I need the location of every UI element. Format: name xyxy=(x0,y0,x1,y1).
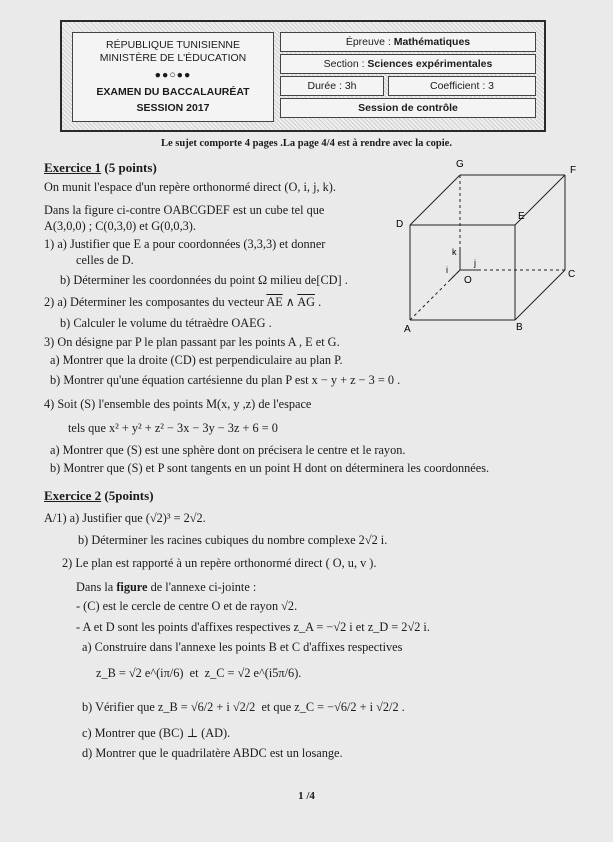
ex1-q3b: b) Montrer qu'une équation cartésienne du plan P est x − y + z − 3 = 0 . xyxy=(50,373,401,387)
ex2-a1a xyxy=(44,511,206,526)
subject-cell xyxy=(280,32,536,52)
ex2-qc: c) Montrer que (BC) ⊥ (AD). xyxy=(82,726,231,740)
ex2-annex-pre: Dans la xyxy=(76,580,114,594)
page-note: Le sujet comporte 4 pages .La page 4/4 est à rendre avec la copie. xyxy=(161,138,452,149)
label-d: D xyxy=(396,219,404,230)
ex2-a1b: b) Déterminer les racines cubiques du nombre complexe 2√2 i. xyxy=(78,533,388,547)
ex1-q4: 4) Soit (S) l'ensemble des points M(x, y ,z) de l'espace xyxy=(44,397,312,411)
ex1-q2a xyxy=(44,295,321,310)
ex2-qa: a) Construire dans l'annexe les points B et C d'affixes respectives xyxy=(82,640,403,654)
ex2-a2-text: 2) Le plan est rapporté à un repère orthonormé direct xyxy=(62,556,323,570)
section-label: Section : xyxy=(323,58,365,70)
ex1-q3: 3) On désigne par P le plan passant par les points A , E et G. xyxy=(44,335,340,349)
ex2-qb-mid: et que xyxy=(261,700,292,714)
label-o: O xyxy=(464,275,472,286)
decorative-dots: ●●○●● xyxy=(154,69,192,81)
ex1-q4-equation: tels que x² + y² + z² − 3x − 3y − 3z + 6 = 0 xyxy=(68,421,278,435)
ex1-intro1-text: On munit l'espace d'un repère orthonormé direct xyxy=(44,180,282,194)
ex2-zc-expo: z_C = √2 e^(i5π/6). xyxy=(204,666,302,680)
exam-header xyxy=(60,20,546,132)
exercise1-title: Exercice 1 xyxy=(44,160,102,175)
vector-ag: $\overline{AG}$ xyxy=(297,295,315,309)
vector-ae: $\overline{AE}$ xyxy=(266,295,283,309)
ex2-zb-alg: z_B = √6/2 + i √2/2 xyxy=(157,700,256,714)
label-k: k xyxy=(452,247,457,257)
ex1-intro1 xyxy=(44,180,336,195)
section-cell xyxy=(280,54,536,74)
ex2-repere: ( O, u, v ). xyxy=(325,556,377,570)
ex1-q2a-pre: 2) a) Déterminer les composantes du vecteur xyxy=(44,295,264,309)
ex2-a1a-expr: (√2)³ = 2√2. xyxy=(145,511,206,525)
session-type: Session de contrôle xyxy=(358,102,458,114)
ex1-q4a: a) Montrer que (S) est une sphère dont on précisera le centre et le rayon. xyxy=(50,443,406,457)
ex1-intro3: A(3,0,0) ; C(0,3,0) et G(0,0,3). xyxy=(44,219,196,233)
label-b: B xyxy=(516,322,523,333)
ex2-a1a-pre: A/1) a) Justifier que xyxy=(44,511,143,525)
country-name: RÉPUBLIQUE TUNISIENNE xyxy=(105,39,240,51)
ex2-ad-def: - A et D sont les points d'affixes respectives z_A = −√2 i et z_D = 2√2 i. xyxy=(76,620,430,634)
exercise2-title: Exercice 2 xyxy=(44,488,102,503)
exam-name: EXAMEN DU BACCALAURÉAT xyxy=(96,86,250,98)
header-left-panel xyxy=(72,32,274,122)
coefficient-cell xyxy=(388,76,536,96)
vector-i xyxy=(450,270,460,280)
ex1-q1a-cont: celles de D. xyxy=(76,253,134,267)
ex1-q1a: 1) a) Justifier que E a pour coordonnées (3,3,3) et donner xyxy=(44,237,326,251)
ex2-circle-def: - (C) est le cercle de centre O et de rayon √2. xyxy=(76,599,298,613)
edge-dg xyxy=(410,175,460,225)
ex2-annex xyxy=(76,580,256,595)
exercise1-heading xyxy=(44,160,157,176)
cross-product-op: ∧ xyxy=(285,295,295,309)
exercise1-points: (5 points) xyxy=(104,160,157,175)
label-i: i xyxy=(446,265,448,275)
cube-figure xyxy=(390,155,590,335)
ex2-qb-pre: b) Vérifier que xyxy=(82,700,155,714)
label-j: j xyxy=(474,258,476,268)
exercise2-points: (5points) xyxy=(104,488,154,503)
subject-value: Mathématiques xyxy=(393,36,471,48)
ministry-name: MINISTÈRE DE L'ÉDUCATION xyxy=(99,52,247,64)
ex2-annex-fig: figure xyxy=(116,580,148,594)
ex2-qa-expr xyxy=(96,666,301,681)
ex1-q3a: a) Montrer que la droite (CD) est perpendiculaire au plan P. xyxy=(50,353,343,367)
label-f: F xyxy=(570,165,577,176)
duration-cell xyxy=(280,76,384,96)
section-value: Sciences expérimentales xyxy=(367,58,493,70)
ex2-a2 xyxy=(62,556,376,571)
ex1-q4b: b) Montrer que (S) et P sont tangents en un point H dont on déterminera les coordonnées. xyxy=(50,461,490,475)
edge-bc xyxy=(515,270,565,320)
ex2-zc-alg: z_C = −√6/2 + i √2/2 . xyxy=(294,700,405,714)
ex2-qb xyxy=(82,700,405,715)
ex1-intro2: Dans la figure ci-contre OABCGDEF est un cube tel que xyxy=(44,203,325,217)
label-a: A xyxy=(404,324,411,335)
label-c: C xyxy=(568,269,576,280)
exercise2-heading xyxy=(44,488,154,504)
duration: Durée : 3h xyxy=(307,80,357,92)
header-right-panel xyxy=(280,32,536,120)
label-e: E xyxy=(518,211,525,222)
ex1-repere: (O, i, j, k). xyxy=(284,180,336,194)
ex1-q2b: b) Calculer le volume du tétraèdre OAEG . xyxy=(60,316,272,330)
ex1-q1b: b) Déterminer les coordonnées du point Ω milieu de[CD] . xyxy=(60,273,348,287)
session-type-cell xyxy=(280,98,536,118)
ex2-zb-expo: z_B = √2 e^(iπ/6) xyxy=(96,666,184,680)
subject-label: Épreuve : xyxy=(345,36,391,48)
session-year: SESSION 2017 xyxy=(136,102,210,114)
page-number: 1 /4 xyxy=(298,790,315,802)
ex1-q2a-post: . xyxy=(318,295,322,309)
coefficient: Coefficient : 3 xyxy=(429,80,494,92)
ex2-annex-post: de l'annexe ci-jointe : xyxy=(150,580,257,594)
ex2-qd: d) Montrer que le quadrilatère ABDC est un losange. xyxy=(82,746,343,760)
label-g: G xyxy=(456,159,464,170)
ex2-qa-et: et xyxy=(189,666,199,680)
